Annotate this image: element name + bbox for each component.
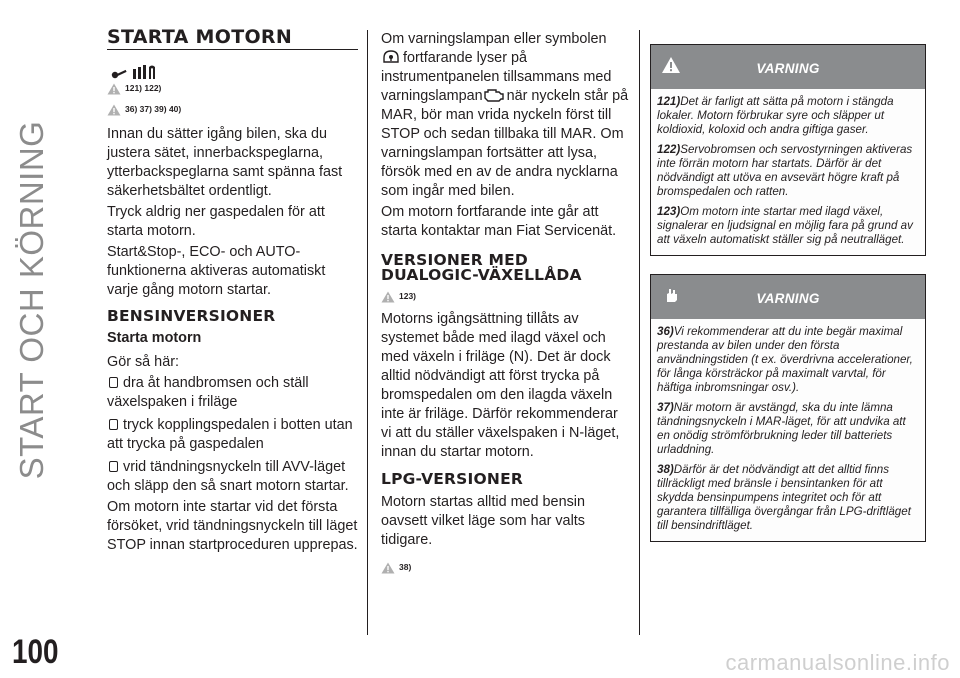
warning-item: 37)När motorn är avstängd, ska du inte lämna tändningsnyckeln i MAR-läget, för att undvika att en onödig strömförbrukning leder till batteriets urladdning.: [657, 401, 906, 456]
warning-item: 121)Det är farligt att sätta på motorn i stängda lokaler. Motorn förbrukar syre och släpper ut koldioxid, koloxid och andra giftiga gaser.: [657, 95, 894, 136]
caution-box: [650, 274, 926, 542]
warning-header: VARNING: [651, 45, 925, 89]
lpg-heading: LPG-VERSIONER: [381, 470, 523, 488]
warning-triangle-icon: [107, 83, 121, 95]
dualogic-text: Motorns igångsättning tillåts av systemet både med ilagd växel och med växeln i friläge (N). Det är dock alltid nödvändigt att först trycka på bromspedalen om den ilagda växeln inte är friläge. Därför rekommenderar vi att du ställer växelspaken i N-läget, innan du startar motorn.: [381, 311, 620, 460]
lpg-text: Motorn startas alltid med bensin oavsett vilket läge som har valts tidigare.: [381, 494, 585, 548]
caution-triangle-icon: [107, 104, 121, 116]
checkbox-bullet-icon: [109, 461, 118, 472]
dualogic-heading: VERSIONER MED DUALOGIC-VÄXELLÅDA: [381, 251, 582, 284]
page-title: STARTA MOTORN: [107, 28, 358, 50]
bensin-heading: BENSINVERSIONER: [107, 307, 276, 325]
warning-item: 123)Om motorn inte startar med ilagd växel, signalerar en ljudsignal en möjlig fara på grund av att växeln automatiskt ställer sig på neutralläget.: [657, 205, 913, 246]
column-3: [650, 28, 926, 542]
warning-item: 36)Vi rekommenderar att du inte begär maximal prestanda av bilen under den första användningstiden (t ex. överdrivna accelerationer, för långa körsträckor på maximalt varvtal, för häftiga inbromsningar osv.).: [657, 325, 913, 394]
retry-text: Om motorn inte startar vid det första försöket, vrid tändningsnyckeln till läget STOP innan startproceduren upprepas.: [107, 499, 358, 553]
column-2: [381, 30, 632, 575]
column-divider: [639, 30, 640, 635]
page-number: 100: [12, 633, 59, 671]
warning-ref: 121) 122): [107, 81, 358, 96]
gas-tip-text: Tryck aldrig ner gaspedalen för att starta motorn.: [107, 204, 325, 239]
engine-warning-lamp-icon: [483, 87, 505, 103]
key-ignition-icon: [107, 54, 358, 81]
warning-ref: 123): [381, 289, 632, 304]
service-text: Om motorn fortfarande inte går att starta kontaktar man Fiat Servicenät.: [381, 204, 617, 239]
checkbox-bullet-icon: [109, 377, 118, 388]
watermark: carmanualsonline.info: [725, 650, 950, 675]
warning-item: 38)Därför är det nödvändigt att det alltid finns tillräckligt med bränsle i bensintanken för att skydda bensinpumpens integritet och för att garantera tillfälliga övergångar från LPG-driftläget till bensindriftläget.: [657, 463, 911, 532]
warning-triangle-icon: [381, 291, 395, 303]
column-1: [107, 28, 358, 557]
auto-functions-text: Start&Stop-, ECO- och AUTO-funktionerna aktiveras automatiskt varje gång motorn startar.: [107, 244, 326, 298]
list-item: dra åt handbromsen och ställ växelspaken i friläge: [107, 375, 309, 410]
column-divider: [367, 30, 368, 635]
caution-ref: 36) 37) 39) 40): [107, 102, 358, 117]
warning-item: 122)Servobromsen och servostyrningen aktiveras inte förrän motorn har startats. Därför är det nödvändigt att utöva en avsevärt högre kraft på bromspedalen och ratten.: [657, 143, 913, 198]
list-item: vrid tändningsnyckeln till AVV-läget och släpp den så snart motorn startar.: [107, 459, 349, 494]
instructions-intro: Gör så här:: [107, 354, 179, 370]
start-engine-subheading: Starta motorn: [107, 330, 202, 346]
warning-lamp-text: Om varningslampan eller symbolen fortfarande lyser på instrumentpanelen tillsammans med varningslampan när nyckeln står på MAR, bör man vrida nyckeln först till STOP och sedan tillbaka till MAR. Om varningslampan fortsätter att lysa, försök med en av de andra nycklarna som ingår med bilen.: [381, 31, 629, 199]
section-title: START OCH KÖRNING: [13, 120, 50, 480]
caution-ref: 38): [381, 560, 632, 575]
list-item: tryck kopplingspedalen i botten utan att trycka på gaspedalen: [107, 417, 353, 452]
caution-triangle-icon: [381, 562, 395, 574]
immobilizer-symbol-icon: [381, 49, 401, 65]
intro-text: Innan du sätter igång bilen, ska du justera sätet, innerbackspeglarna, ytterbackspeglarna samt spänna fast säkerhetsbältet ordentligt.: [107, 126, 343, 199]
warning-box: [650, 44, 926, 256]
warning-body: [651, 89, 925, 255]
side-tab: [0, 0, 60, 678]
checkbox-bullet-icon: [109, 419, 118, 430]
caution-header: VARNING: [651, 275, 925, 319]
caution-body: [651, 319, 925, 541]
